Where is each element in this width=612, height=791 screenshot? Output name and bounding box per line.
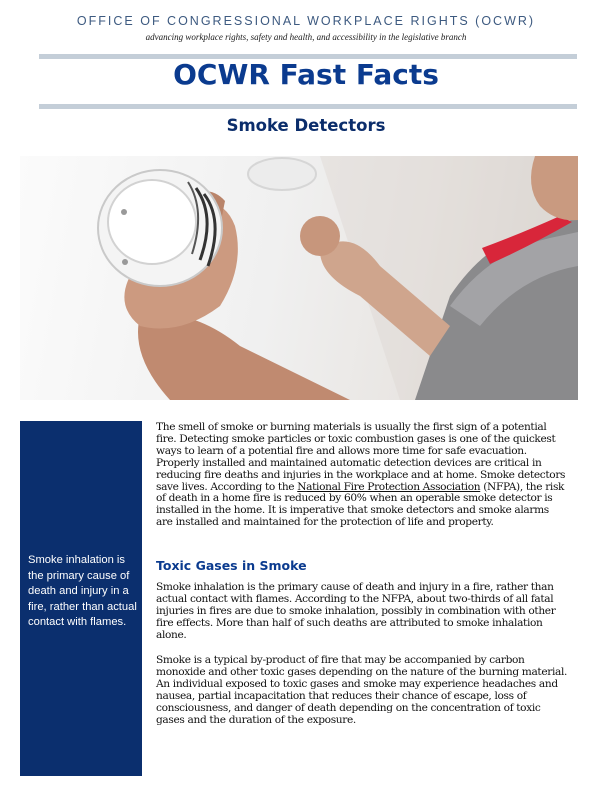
nfpa-link[interactable]: National Fire Protection Association [297,480,481,493]
section-heading-toxic-gases: Toxic Gases in Smoke [156,558,307,573]
smoke-detector-device [98,170,222,286]
toxic-gases-paragraph-1: Smoke inhalation is the primary cause of death and injury in a fire, rather than actual contact with flames. According to the NFPA, about two-thirds of all fatal injuries in fires are due to smoke inhalation, possibly in combination with other fire effects. More than half of such deaths are attributed to smoke inhalation alone. [156,581,556,641]
bottom-divider [39,104,577,109]
organization-tagline: advancing workplace rights, safety and health, and accessibility in the legislative branch [145,32,467,42]
intro-text-before-link: The smell of smoke or burning materials is usually the first sign of a potential fire. Detecting smoke particles or toxic combustion gases is one of the quickest ways to learn of a potential fire and allows more time for safe evacuation. Properly installed and maintained automatic detection devices are critical in reducing fire deaths and injuries in the workplace and at home. Smoke detectors save lives. According to the [156,421,566,493]
smoke-detector-photo [20,156,578,400]
intro-text-after-link: (NFPA), the risk of death in a home fire is reduced by 60% when an operable smoke detector is installed in the home. It is imperative that smoke detectors and smoke alarms are installed and maintained for the protection of life and property. [156,480,565,529]
organization-name: OFFICE OF CONGRESSIONAL WORKPLACE RIGHTS (OCWR) [76,14,536,28]
page-subtitle: Smoke Detectors [226,116,386,135]
toxic-gases-paragraph-2: Smoke is a typical by-product of fire that may be accompanied by carbon monoxide and other toxic gases depending on the nature of the burning material. An individual exposed to toxic gases and smoke may experience headaches and nausea, partial incapacitation that reduces their chance of escape, loss of consciousness, and danger of death depending on the concentration of toxic gases and the duration of the exposure. [156,654,568,726]
page-title: OCWR Fast Facts [173,58,439,91]
sidebar-callout: Smoke inhalation is the primary cause of death and injury in a fire, rather than actual contact with flames. [28,554,137,628]
hero-image-smoke-detector [20,156,578,400]
intro-paragraph [156,422,568,529]
